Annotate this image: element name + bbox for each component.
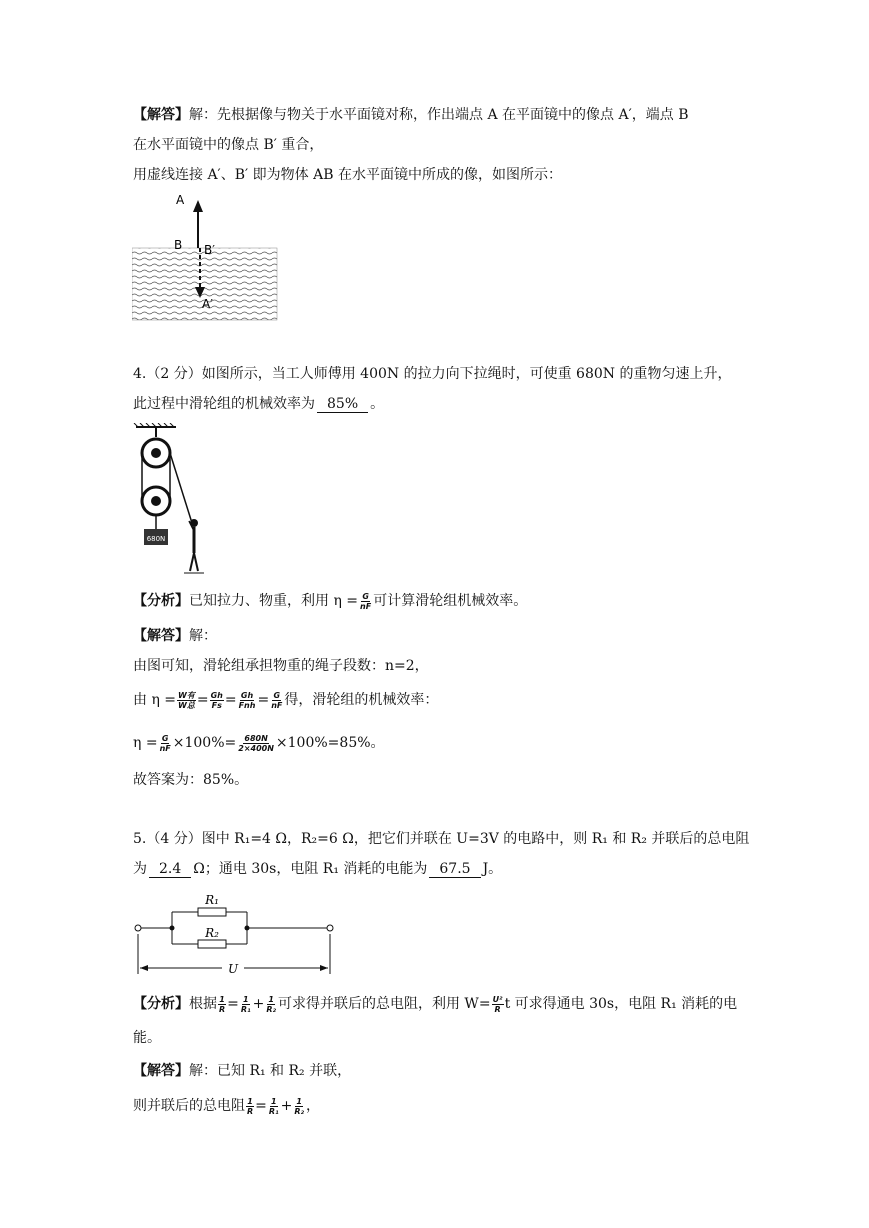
denominator: R bbox=[494, 1004, 501, 1014]
label-a-prime: A′ bbox=[202, 297, 213, 311]
q4-rope-count: 由图可知，滑轮组承担物重的绳子段数：n=2， bbox=[133, 658, 429, 674]
numerator: G bbox=[161, 733, 169, 743]
label-u: U bbox=[227, 962, 239, 976]
mirror-figure bbox=[132, 190, 280, 325]
label-r1: R₁ bbox=[205, 893, 219, 907]
eq-text-mid: ×100%= bbox=[172, 735, 237, 751]
q5-solve-head bbox=[133, 1061, 351, 1081]
denominator: Fs bbox=[211, 700, 222, 710]
q4-analysis bbox=[133, 591, 527, 611]
terminal-left bbox=[135, 925, 141, 931]
fraction bbox=[265, 995, 277, 1014]
eq-text: 由 η = bbox=[133, 692, 177, 708]
eq-text-end: ×100%=85%。 bbox=[275, 735, 385, 751]
fraction bbox=[210, 691, 224, 710]
fraction bbox=[240, 995, 252, 1014]
numerator: U² bbox=[492, 994, 503, 1004]
numerator: 1 bbox=[219, 994, 225, 1004]
numerator: W有 bbox=[178, 690, 195, 700]
q4-answer-blank: 85% bbox=[317, 396, 368, 413]
eq-text: η = bbox=[133, 735, 158, 751]
answer-text: 解：先根据像与物关于水平面镜对称，作出端点 A 在平面镜中的像点 A′，端点 B bbox=[189, 107, 689, 123]
numerator: 1 bbox=[247, 1096, 253, 1106]
q5-stem-line-2 bbox=[133, 859, 502, 879]
q4-equation-1: 由 η = $\frac{\text{W有}}{\text{W总}}$ = $\frac{Gh}{Fs}$ = $\frac{Gh}{\text{Fnh}}$ = $\frac{G}{nF}$ 得，滑轮组的机械效率： bbox=[133, 690, 439, 710]
analysis-text: 已知拉力、物重，利用 η = bbox=[189, 593, 359, 609]
fraction bbox=[492, 995, 504, 1014]
denominator: nF bbox=[159, 743, 171, 753]
denominator: R₁ bbox=[268, 1106, 279, 1116]
numerator: 1 bbox=[296, 1096, 302, 1106]
fraction bbox=[177, 691, 196, 710]
q3-answer-line-2: 在水平面镜中的像点 B′ 重合， bbox=[133, 137, 324, 153]
weight-label: 680N bbox=[146, 535, 166, 543]
q5-analysis: 【分析】根据 $\frac{1}{R}$ = $\frac{1}{\text{R₁}}$ + $\frac{1}{\text{R₂}}$ 可求得并联后的总电阻，利用 W= $\frac{\text{U²}}{R}$ t 可求得通电 30s，电阻 R₁ 消耗的电 bbox=[133, 994, 738, 1014]
numerator: 680N bbox=[244, 733, 268, 743]
numerator: Gh bbox=[240, 690, 254, 700]
eq-text-end: 得，滑轮组的机械效率： bbox=[284, 692, 439, 708]
denominator: nF bbox=[271, 700, 283, 710]
numerator: 1 bbox=[242, 994, 249, 1004]
numerator: G bbox=[273, 690, 281, 700]
denominator: R bbox=[219, 1004, 226, 1014]
q4-stem-line-2 bbox=[133, 394, 384, 414]
resistor-r2 bbox=[198, 940, 226, 948]
pulley-figure bbox=[132, 423, 212, 578]
denominator: Fnh bbox=[238, 700, 256, 710]
denominator: R₂ bbox=[266, 1004, 276, 1014]
fraction bbox=[246, 1097, 254, 1116]
numerator: Gh bbox=[210, 690, 223, 700]
denominator: R bbox=[247, 1106, 254, 1116]
denominator: 2×400N bbox=[238, 743, 274, 753]
analysis-text-mid: 可求得并联后的总电阻，利用 W= bbox=[277, 996, 491, 1012]
label-b-prime: B′ bbox=[204, 243, 215, 257]
label-r2: R₂ bbox=[205, 926, 219, 940]
resistor-r1 bbox=[198, 908, 226, 916]
q4-stem-line-1: 4.（2 分）如图所示，当工人师傅用 400N 的拉力向下拉绳时，可使重 680N 的重物匀速上升， bbox=[133, 366, 732, 382]
analysis-text-end: t 可求得通电 30s，电阻 R₁ 消耗的电 bbox=[504, 996, 738, 1012]
circuit-figure bbox=[132, 888, 337, 978]
solve-text: 解：已知 R₁ 和 R₂ 并联， bbox=[189, 1063, 352, 1079]
solve-tag: 【解答】 bbox=[133, 1063, 189, 1079]
denominator: R₂ bbox=[294, 1106, 304, 1116]
solve-line-text: 则并联后的总电阻 bbox=[133, 1098, 245, 1114]
q4-stem-text: 此过程中滑轮组的机械效率为 bbox=[133, 396, 315, 412]
label-b: B bbox=[174, 238, 183, 252]
q5-stem-line-1: 5.（4 分）图中 R₁=4 Ω，R₂=6 Ω，把它们并联在 U=3V 的电路中，则 R₁ 和 R₂ 并联后的总电阻 bbox=[133, 831, 750, 847]
analysis-tag: 【分析】 bbox=[133, 996, 189, 1012]
numerator: 1 bbox=[268, 994, 274, 1004]
terminal-right bbox=[327, 925, 333, 931]
fraction bbox=[237, 734, 275, 753]
denominator: nF bbox=[360, 601, 372, 611]
analysis-text: 根据 bbox=[189, 996, 217, 1012]
analysis-text-end: 可计算滑轮组机械效率。 bbox=[373, 593, 528, 609]
q3-answer-line-1 bbox=[133, 105, 689, 125]
q5-answer-blank-1: 2.4 bbox=[149, 861, 191, 878]
q4-stem-end: 。 bbox=[370, 396, 385, 412]
solve-tag: 【解答】 bbox=[133, 628, 189, 644]
q5-answer-blank-2: 67.5 bbox=[429, 861, 480, 878]
fraction bbox=[268, 1097, 280, 1116]
q4-solve-head bbox=[133, 626, 217, 646]
fraction bbox=[359, 592, 372, 611]
analysis-tag: 【分析】 bbox=[133, 593, 189, 609]
q5-total-resistance: 则并联后的总电阻 $\frac{1}{R}$ = $\frac{1}{\text{R₁}}$ + $\frac{1}{\text{R₂}}$ ， bbox=[133, 1096, 320, 1116]
solve-line-end: ， bbox=[305, 1098, 320, 1114]
q4-equation-2 bbox=[133, 733, 385, 753]
q5-stem-text: 为 bbox=[133, 861, 147, 877]
fraction bbox=[270, 691, 283, 710]
denominator: W总 bbox=[178, 700, 195, 710]
fraction bbox=[238, 691, 257, 710]
q5-stem-end: J。 bbox=[482, 861, 503, 877]
q5-analysis-line-2: 能。 bbox=[133, 1030, 161, 1046]
numerator: 1 bbox=[270, 1096, 277, 1106]
solve-text: 解： bbox=[189, 628, 217, 644]
q5-stem-mid: Ω；通电 30s，电阻 R₁ 消耗的电能为 bbox=[193, 861, 428, 877]
denominator: R₁ bbox=[240, 1004, 251, 1014]
numerator: G bbox=[362, 591, 369, 601]
q3-answer-line-3: 用虚线连接 A′、B′ 即为物体 AB 在水平面镜中所成的像，如图所示： bbox=[133, 167, 562, 183]
answer-tag: 【解答】 bbox=[133, 107, 189, 123]
rope bbox=[170, 453, 192, 523]
label-a: A bbox=[176, 193, 185, 207]
fraction bbox=[159, 734, 172, 753]
fraction bbox=[218, 995, 226, 1014]
fraction bbox=[293, 1097, 305, 1116]
q4-final-answer: 故答案为：85%。 bbox=[133, 772, 249, 788]
